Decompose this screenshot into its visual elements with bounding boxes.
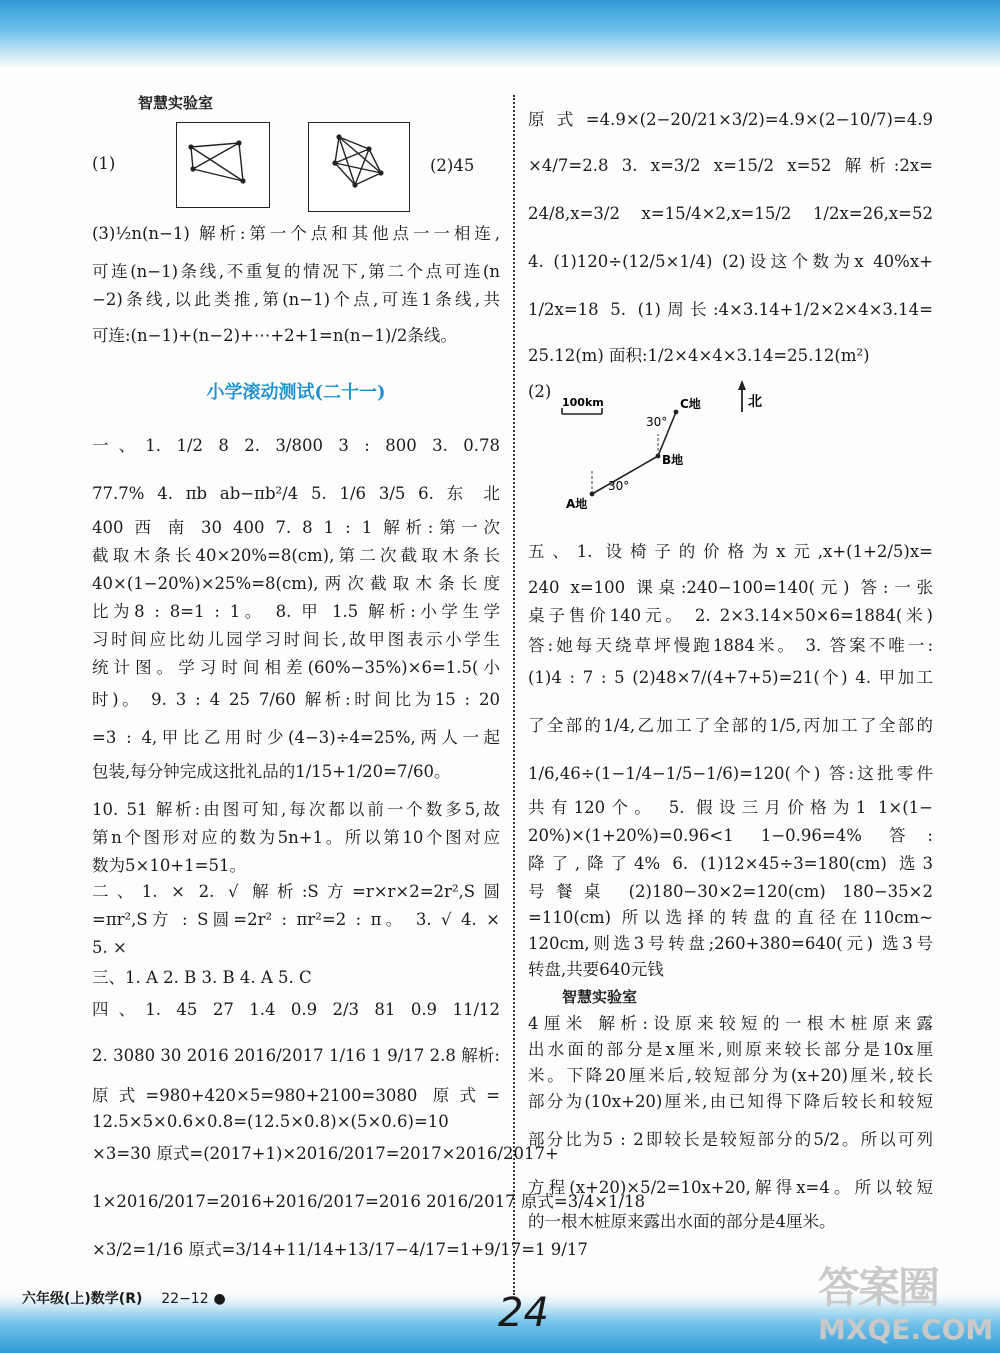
label-a: A地 [566, 497, 588, 511]
right-line-11: (1)4 : 7 : 5 (2)48×7/(4+7+5)=21(个) 4. 甲加工 [528, 668, 933, 687]
map-question-label: (2) [528, 382, 552, 401]
left-line-15: 二、1. × 2. √ 解析:S方=r×r×2=2r²,S圆 [92, 882, 500, 901]
column-divider [513, 95, 515, 1295]
watermark-url: MXQE.COM [818, 1313, 994, 1346]
figure-quadrilateral [176, 122, 270, 208]
top-banner [0, 0, 1000, 68]
right-line-17: 号餐桌 (2)180−30×2=120(cm) 180−35×2 [528, 882, 933, 901]
left-line-7: 习时间应比幼儿园学习时间长,故甲图表示小学生 [92, 630, 500, 649]
left-line-24: 1×2016/2017=2016+2016/2017=2016 2016/2017 原式=3/4×1/18 [92, 1192, 646, 1211]
left-line-21: 原式=980+420×5=980+2100=3080 原式= [92, 1086, 500, 1105]
right-line-8: 240 x=100 课桌:240−100=140(元) 答:一张 [528, 578, 933, 597]
right-line-18: =110(cm) 所以选择的转盘的直径在110cm~ [528, 908, 933, 927]
label-c: C地 [680, 397, 701, 411]
right-line-2: ×4/7=2.8 3. x=3/2 x=15/2 x=52 解析:2x= [528, 156, 933, 175]
north-arrow-head [738, 380, 746, 390]
left-line-13: 第n个图形对应的数为5n+1。所以第10个图对应 [92, 828, 500, 847]
left-line-23: ×3=30 原式=(2017+1)×2016/2017=2017×2016/2017+ [92, 1144, 559, 1163]
right-line-1: 原式=4.9×(2−20/21×3/2)=4.9×(2−10/7)=4.9 [528, 110, 933, 129]
left-line-14: 数为5×10+1=51。 [92, 856, 246, 875]
left-line-25: ×3/2=1/16 原式=3/14+11/14+13/17−4/17=1+9/17=1 9/17 [92, 1240, 588, 1259]
left-line-6: 比为8 : 8=1 : 1。 8. 甲 1.5 解析:小学生学 [92, 602, 500, 621]
right-line-20: 转盘,共要640元钱 [528, 960, 664, 979]
right-lab-line-3: 米。下降20厘米后,较短部分为(x+20)厘米,较长 [528, 1066, 933, 1085]
label-b: B地 [662, 453, 684, 467]
point-a [590, 492, 595, 497]
right-lab-line-7: 的一根木桩原来露出水面的部分是4厘米。 [528, 1212, 836, 1231]
right-line-15: 20%)×(1+20%)=0.96<1 1−0.96=4% 答: [528, 826, 933, 845]
footer-code: 22−12 [161, 1291, 209, 1307]
right-lab-line-6: 方程(x+20)×5/2=10x+20,解得x=4。所以较短 [528, 1178, 933, 1197]
left-line-3: 400 西 南 30 400 7. 8 1 : 1 解析:第一次 [92, 518, 500, 537]
left-line-18: 三、1. A 2. B 3. B 4. A 5. C [92, 968, 312, 987]
watermark [818, 1255, 994, 1350]
left-line-8: 统计图。学习时间相差(60%−35%)×6=1.5(小 [92, 658, 500, 677]
lab-line-2: 可连(n−1)条线,不重复的情况下,第二个点可连(n [92, 262, 500, 281]
right-line-4: 4. (1)120÷(12/5×1/4) (2)设这个数为x 40%x+ [528, 252, 933, 271]
right-line-5: 1/2x=18 5. (1)周长:4×3.14+1/2×2×4×3.14= [528, 300, 933, 319]
right-lab-heading: 智慧实验室 [562, 988, 638, 1006]
north-label: 北 [748, 394, 762, 410]
right-lab-line-2: 出水面的部分是x厘米,则原来较长部分是10x厘 [528, 1040, 933, 1059]
left-line-5: 40×(1−20%)×25%=8(cm),两次截取木条长度 [92, 574, 500, 593]
left-line-2: 77.7% 4. πb ab−πb²/4 5. 1/6 3/5 6. 东 北 [92, 484, 500, 503]
lab-line-1: (3)½n(n−1) 解析:第一个点和其他点一一相连, [92, 224, 500, 243]
right-line-14: 共有120个。 5. 假设三月价格为1 1×(1− [528, 798, 933, 817]
left-line-22: 12.5×5×0.6×0.8=(12.5×0.8)×(5×0.6)=10 [92, 1112, 449, 1131]
right-line-19: 120cm,则选3号转盘;260+380=640(元) 选3号 [528, 934, 933, 953]
left-line-10: =3 : 4,甲比乙用时少(4−3)÷4=25%,两人一起 [92, 728, 500, 747]
left-line-12: 10. 51 解析:由图可知,每次都以前一个数多5,故 [92, 800, 500, 819]
left-line-20: 2. 3080 30 2016 2016/2017 1/16 1 9/17 2.8 解析: [92, 1046, 500, 1065]
right-line-7: 五、1. 设椅子的价格为x元,x+(1+2/5)x= [528, 542, 933, 561]
lab-heading: 智慧实验室 [138, 94, 214, 112]
lab-q2-answer: (2)45 [430, 156, 475, 175]
right-line-6: 25.12(m) 面积:1/2×4×4×3.14=25.12(m²) [528, 346, 870, 365]
bullet-icon: ● [213, 1291, 226, 1307]
left-line-19: 四、1. 45 27 1.4 0.9 2/3 81 0.9 11/12 [92, 1000, 500, 1019]
left-line-11: 包装,每分钟完成这批礼品的1/15+1/20=7/60。 [92, 762, 451, 781]
lab-line-3: −2)条线,以此类推,第(n−1)个点,可连1条线,共 [92, 290, 500, 309]
direction-map [558, 378, 818, 518]
page-number: 24 [498, 1290, 549, 1336]
angle-label-a: 30° [608, 479, 630, 493]
footer-grade: 六年级(上)数学(R) [22, 1291, 143, 1307]
left-line-4: 截取木条长40×20%=8(cm),第二次截取木条长 [92, 546, 500, 565]
right-line-9: 桌子售价140元。 2. 2×3.14×50×6=1884(米) [528, 606, 933, 625]
angle-label-b: 30° [646, 415, 668, 429]
watermark-cn: 答案圈 [818, 1263, 939, 1312]
right-line-12: 了全部的1/4,乙加工了全部的1/5,丙加工了全部的 [528, 716, 933, 735]
right-line-16: 降了,降了4% 6. (1)12×45÷3=180(cm) 选3 [528, 854, 933, 873]
point-b [656, 454, 661, 459]
left-line-1: 一、1. 1/2 8 2. 3/800 3 : 800 3. 0.78 [92, 436, 500, 455]
right-line-13: 1/6,46÷(1−1/4−1/5−1/6)=120(个) 答:这批零件 [528, 764, 933, 783]
figure-pentagon [308, 122, 410, 212]
graph-4-points [177, 123, 269, 207]
graph-5-points [309, 123, 409, 211]
right-lab-line-5: 部分比为5 : 2即较长是较短部分的5/2。所以可列 [528, 1130, 933, 1149]
point-c [674, 410, 679, 415]
left-line-16: =πr²,S方 : S圆=2r² : πr²=2 : π。 3. √ 4. × [92, 910, 500, 929]
right-line-10: 答:她每天绕草坪慢跑1884米。 3. 答案不唯一: [528, 636, 933, 655]
right-line-3: 24/8,x=3/2 x=15/4×2,x=15/2 1/2x=26,x=52 [528, 204, 933, 223]
right-lab-line-4: 部分为(10x+20)厘米,由已知得下降后较长和较短 [528, 1092, 933, 1111]
lab-q1-label: (1) [92, 154, 116, 173]
scale-label: 100km [562, 396, 604, 409]
section-title: 小学滚动测试(二十一) [206, 382, 386, 403]
right-lab-line-1: 4厘米 解析:设原来较短的一根木桩原来露 [528, 1014, 933, 1033]
left-line-17: 5. × [92, 938, 127, 957]
lab-line-4: 可连:(n−1)+(n−2)+⋯+2+1=n(n−1)/2条线。 [92, 326, 457, 345]
footer [22, 1288, 226, 1308]
left-line-9: 时)。 9. 3 : 4 25 7/60 解析:时间比为15 : 20 [92, 690, 500, 709]
